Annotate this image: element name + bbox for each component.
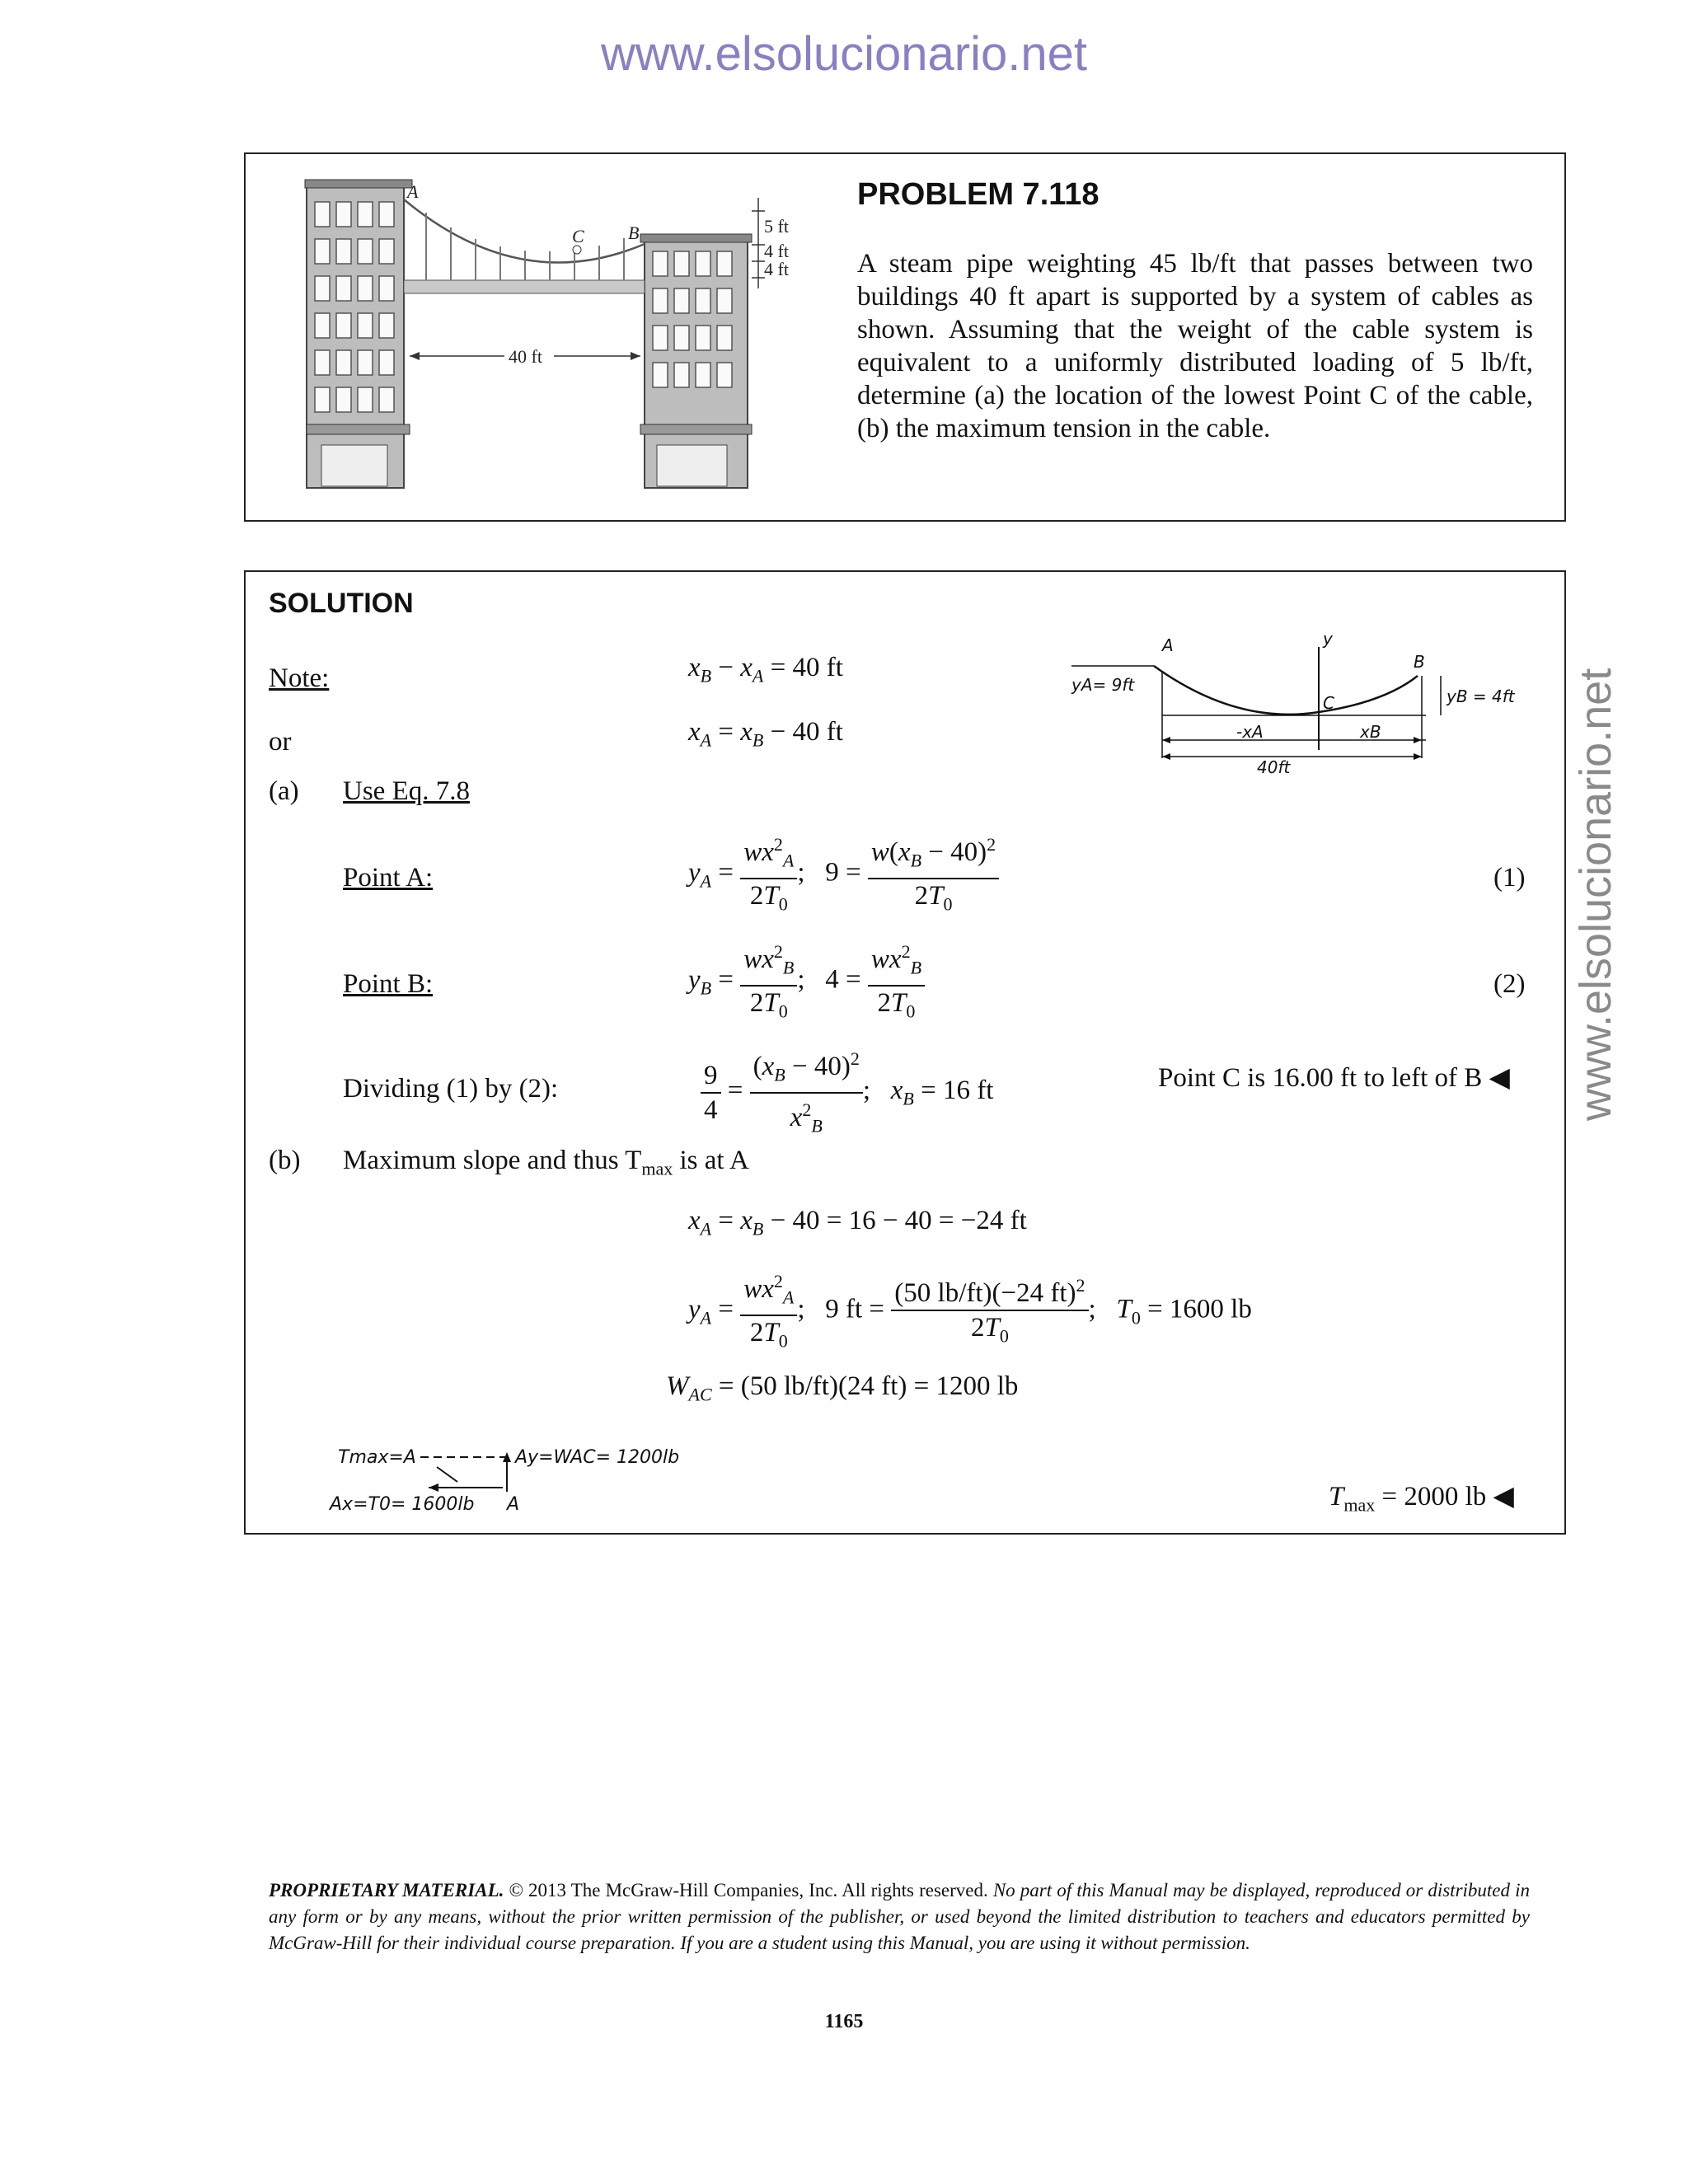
eq-xa-value: $x_A = x_B - 40 = 16 - 40 = -24$ ft: [688, 1206, 1027, 1240]
fig-dim-4ft-a: 4 ft: [764, 241, 789, 261]
sketch-label-xb: xB: [1360, 722, 1381, 742]
cable-sketch: [1071, 626, 1541, 775]
bridge-figure: [307, 173, 789, 499]
page-number: 1165: [824, 2011, 864, 2032]
problem-title: PROBLEM 7.118: [857, 177, 1100, 212]
fbd-text-a: A: [507, 1494, 520, 1515]
solution-title: SOLUTION: [269, 588, 414, 619]
answer-a: Point C is 16.00 ft to left of B ◀: [1158, 1063, 1510, 1093]
eq-point-b: $y_B$ = $\frac{wx^2_B}{2T_0}$ ; 4 = $\frac{wx^2_B}{2T_0}$: [688, 935, 925, 1028]
eq-wac: $W_{AC} = (50$ lb/ft)(24 ft) = 1200 lb: [666, 1371, 1019, 1405]
fig-span: 40 ft: [509, 346, 542, 367]
sketch-label-yb: yB = 4ft: [1447, 687, 1515, 706]
or-label: or: [269, 727, 292, 757]
problem-statement: A steam pipe weighting 45 lb/ft that passes between two buildings 40 ft apart is supported by a system of cables as shown. Assuming that the weight of the cable system is equivalent to a uniformly distributed loading of 5 lb/ft, determine (a) the location of the lowest Point C of the cable, (b) the maximum tension in the cable.: [857, 249, 1533, 443]
fig-label-b: B: [628, 223, 640, 243]
sketch-label-span: 40ft: [1257, 757, 1291, 777]
fbd-text-ax: Ax=T0= 1600lb: [330, 1494, 475, 1515]
sketch-label-y: y: [1323, 629, 1333, 649]
footer-copyright: PROPRIETARY MATERIAL. © 2013 The McGraw-Hill Companies, Inc. All rights reserved. No part of this Manual may be displayed, reproduced or distributed in any form or by any means, without the prior written permission of the publisher, or used beyond the limited distribution to teachers and educators permitted by McGraw-Hill for their individual course preparation. If you are a student using this Manual, you are using it without permission.: [269, 1880, 1530, 1953]
watermark-top: www.elsolucionario.net: [601, 27, 1087, 81]
sketch-label-c: C: [1323, 693, 1334, 713]
fig-dim-4ft-b: 4 ft: [764, 259, 789, 279]
part-a-label: (a): [269, 776, 299, 806]
sketch-label-ya: yA= 9ft: [1071, 675, 1135, 695]
note-label: Note:: [269, 663, 330, 693]
eq-dividing: $\frac{9}{4}$ = $\frac{(x_B - 40)^2}{x^2_B}$ ; $x_B = 16$ ft: [701, 1043, 993, 1142]
fig-dim-5ft: 5 ft: [764, 216, 789, 237]
sketch-label-xa: -xA: [1236, 722, 1264, 742]
eq-t0: $y_A$ = $\frac{wx^2_A}{2T_0}$ ; 9 ft = $\frac{(50 lb/ft)(-24 ft)^2}{2T_0}$ ; $T_0 = 1600$ lb: [688, 1265, 1252, 1357]
part-b-label: (b): [269, 1146, 301, 1175]
eq-point-a: $y_A$ = $\frac{wx^2_A}{2T_0}$ ; 9 = $\frac{w(x_B - 40)^2}{2T_0}$: [688, 828, 999, 921]
use-eq-label: Use Eq. 7.8: [343, 776, 470, 806]
eq-xb-minus-xa: $x_B - x_A = 40$ ft: [688, 653, 843, 687]
watermark-side: www.elsolucionario.net: [1571, 668, 1620, 1121]
eq-number-1: (1): [1493, 863, 1526, 893]
fig-label-c: C: [572, 226, 584, 246]
sketch-label-a: A: [1162, 635, 1174, 655]
fbd-text-tmax: Tmax=A: [338, 1447, 416, 1468]
point-b-label: Point B:: [343, 969, 434, 999]
sketch-label-b: B: [1414, 652, 1425, 672]
point-a-label: Point A:: [343, 863, 434, 893]
eq-number-2: (2): [1493, 969, 1526, 999]
fbd-text-ay: Ay=WAC= 1200lb: [515, 1447, 680, 1468]
answer-b: $T_{max} = 2000$ lb ◀: [1329, 1482, 1514, 1516]
fig-label-a: A: [407, 181, 419, 202]
max-slope-text: Maximum slope and thus $T_{max}$ is at A: [343, 1146, 749, 1179]
dividing-label: Dividing (1) by (2):: [343, 1074, 559, 1104]
fbd-sketch: [330, 1434, 709, 1525]
eq-xa: $x_A = x_B - 40$ ft: [688, 717, 843, 751]
